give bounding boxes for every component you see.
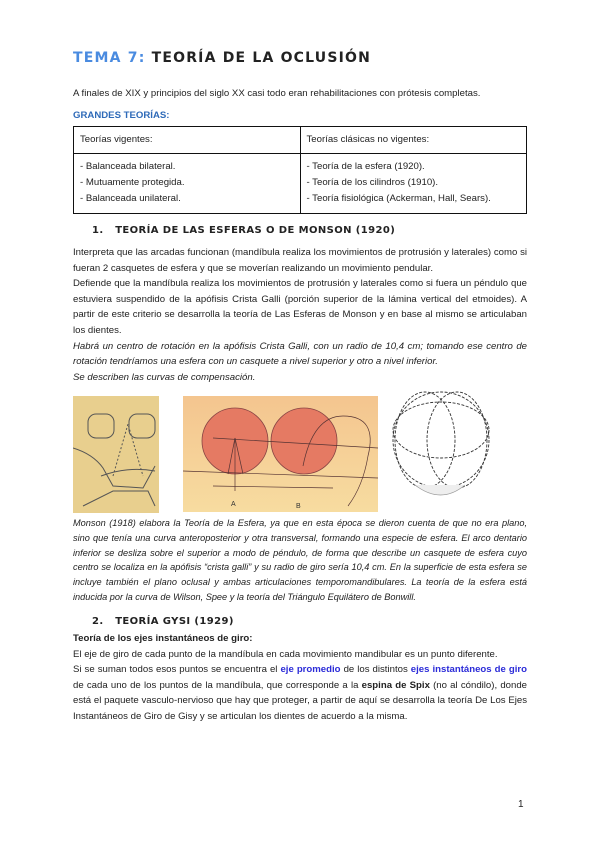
list-item: - Balanceada unilateral. [80, 193, 181, 204]
list-item: - Teoría de los cilindros (1910). [306, 177, 439, 188]
section-body [73, 631, 527, 725]
section-heading: 2. TEORÍA GYSI (1929) [92, 616, 234, 627]
figure-label-a: A [231, 501, 236, 508]
paragraph: Se describen las curvas de compensación. [73, 371, 256, 383]
table-header: Teorías vigentes: [74, 127, 301, 154]
list-item: - Mutuamente protegida. [80, 177, 185, 188]
highlight-eje-promedio: eje promedio [280, 664, 341, 676]
paragraph: Interpreta que las arcadas funcionan (mandíbula realiza los movimientos de protrusión y laterales) como si fueran 2 casquetes de esfera y que se moverían realizando un movimiento pendular. [73, 247, 527, 274]
table-header: Teorías clásicas no vigentes: [300, 127, 527, 154]
sphere-skull-diagram [385, 390, 497, 506]
figure-label-b: B [296, 503, 301, 510]
list-item: - Teoría fisiológica (Ackerman, Hall, Sears). [306, 193, 491, 204]
section-heading: 1. TEORÍA DE LAS ESFERAS O DE MONSON (1920) [92, 225, 396, 236]
figure-caption: Monson (1918) elabora la Teoría de la Esfera, ya que en esta época se dieron cuenta de que no era plano, sino que tenía una curva anteroposterior y otra transversal, formando una especie de esfera. El arco dentario inferior se desliza sobre el superior a modo de péndulo, de forma que describe un casquete de esfera cuyo centro se localiza en la apófisis “crista galli” y su radio de giro sería 10,4 cm. En la superficie de esta esfera se incluye también el plano oclusal y ambas articulaciones temporomandibulares. La teoría de la esfera está inducida por la curva de Wilson, Spee y la teoría del Triángulo Equilátero de Bonwill. [73, 518, 527, 602]
highlight-ejes-instantaneos: ejes instantáneos de giro [410, 664, 527, 676]
list-item: - Balanceada bilateral. [80, 161, 176, 172]
skull-illustration [73, 396, 159, 513]
paragraph: El eje de giro de cada punto de la mandíbula en cada movimiento mandibular es un punto diferente. [73, 648, 498, 660]
intro-text: A finales de XIX y principios del siglo XX casi todo eran rehabilitaciones con prótesis completas. [73, 88, 481, 99]
list-item: - Teoría de la esfera (1920). [306, 161, 425, 172]
subheading: Teoría de los ejes instantáneos de giro: [73, 633, 253, 644]
table-cell [300, 154, 527, 214]
theories-table [73, 126, 527, 214]
paragraph: Habrá un centro de rotación en la apófisis Crista Galli, con un radio de 10,4 cm; tomando ese centro de rotación tendríamos una esfera con un casquete a nivel superior y otro a nivel inferior. [73, 340, 527, 368]
page-number: 1 [518, 799, 524, 810]
section-body [73, 245, 527, 385]
paragraph: Defiende que la mandíbula realiza los movimientos de protrusión y laterales como si fuera un péndulo que estuviera suspendido de la apófisis Crista Galli (porción superior de la lámina vertical del etmoides). A partir de este criterio se desarrolla la teoría de Las Esferas de Monson y en base al mismo se articulaban los dientes. [73, 278, 527, 336]
paragraph: Si se suman todos esos puntos se encuentra el eje promedio de los distintos ejes instantáneos de giro de cada uno de los puntos de la mandíbula, que corresponde a la espina de Spix (no al cóndilo), donde está el paquete vasculo-nervioso que hay que proteger, a partir de aquí se desarrolla la teoría De Los Ejes Instantáneos de Giro de Gisy y se articulan los dientes de acuerdo a la misma. [73, 664, 527, 722]
monson-spheres-diagram [183, 396, 378, 512]
section-label: GRANDES TEORÍAS: [73, 110, 170, 121]
page-title: TEMA 7: TEORÍA DE LA OCLUSIÓN [73, 50, 372, 66]
table-cell [74, 154, 301, 214]
